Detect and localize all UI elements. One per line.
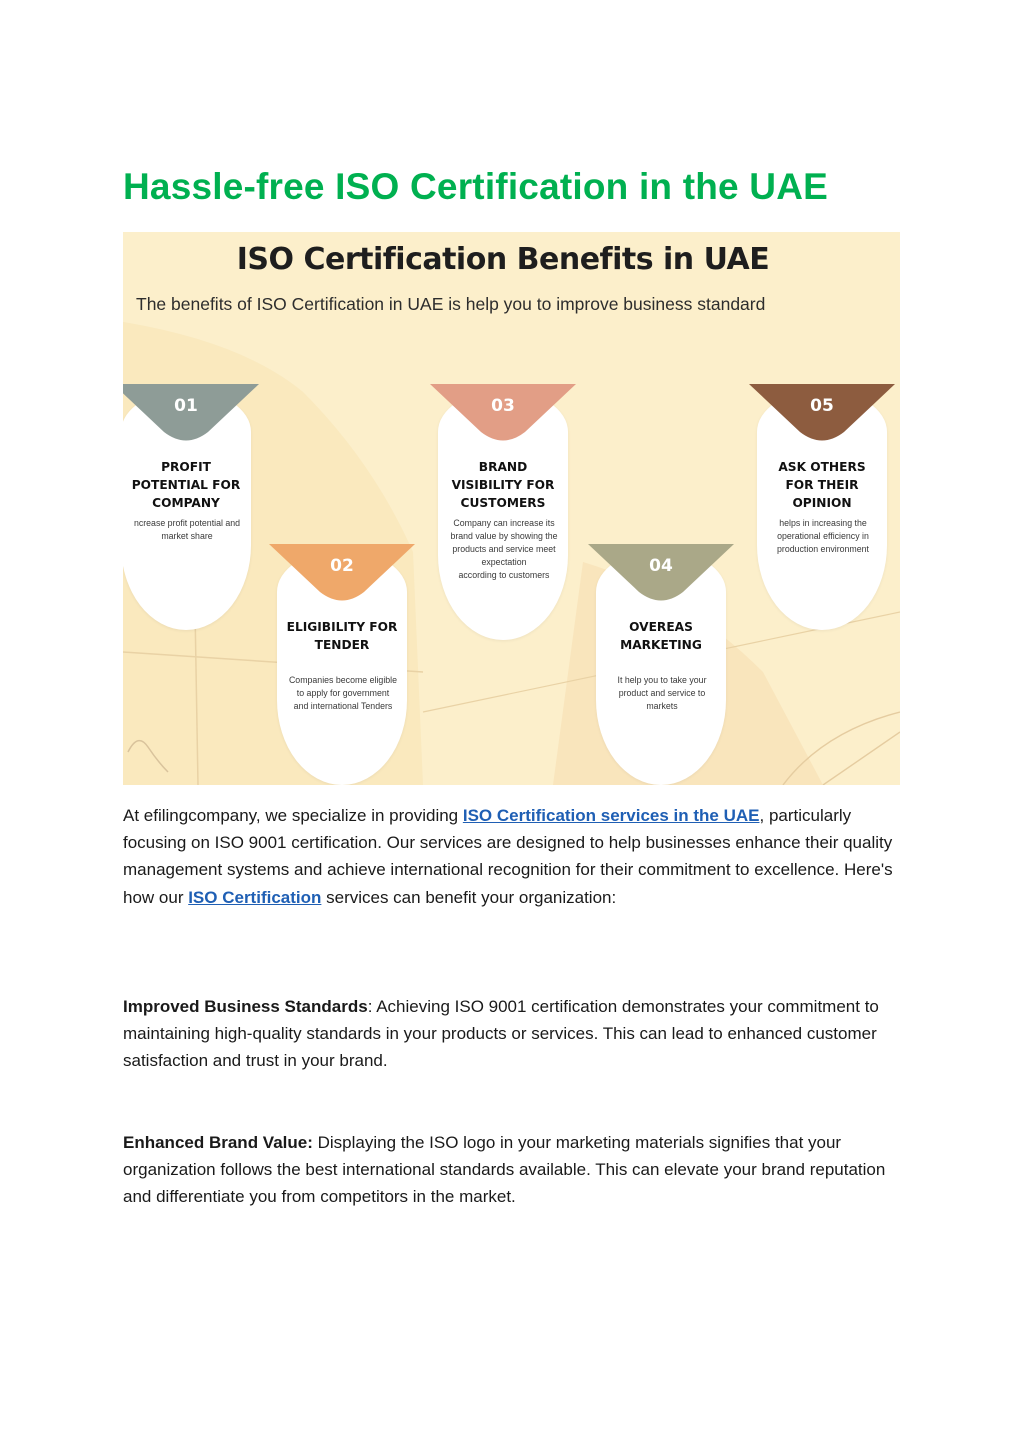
benefit-description: ncrease profit potential and market share	[133, 518, 241, 541]
benefit-card-05	[757, 390, 887, 630]
benefit-title: ASK OTHERS FOR THEIR OPINION	[778, 460, 866, 510]
iso-services-link[interactable]: ISO Certification services in the UAE	[462, 806, 760, 825]
section-separator: :	[367, 997, 377, 1016]
benefit-description: Company can increase its brand value by showing the products and service meet expectation according to customers	[450, 518, 558, 580]
benefit-card-04	[596, 550, 726, 785]
benefit-number: 05	[810, 396, 834, 416]
benefit-card-02	[277, 550, 407, 785]
benefit-number: 04	[649, 556, 673, 576]
benefit-description: Companies become eligible to apply for government and international Tenders	[288, 675, 398, 711]
benefit-number: 03	[491, 396, 515, 416]
iso-benefits-infographic	[123, 232, 900, 785]
section-heading: Enhanced Brand Value:	[123, 1133, 313, 1152]
infographic-title: ISO Certification Benefits in UAE	[236, 242, 770, 277]
benefit-card-03	[438, 390, 568, 640]
section-text: Displaying the ISO logo in your marketing materials signifies that your organization follows the best international standards available. This can elevate your brand reputation and differentiate you from competitors in the market.	[123, 1133, 886, 1207]
section-enhanced-brand-value	[123, 1129, 898, 1211]
benefit-number: 01	[174, 396, 198, 416]
benefit-title: OVEREAS MARKETING	[620, 620, 702, 652]
benefit-title: PROFIT POTENTIAL FOR COMPANY	[131, 460, 241, 510]
intro-text-1: At efilingcompany, we specialize in providing	[123, 806, 463, 825]
benefit-title: ELIGIBILITY FOR TENDER	[286, 620, 398, 652]
iso-certification-link[interactable]: ISO Certification	[188, 887, 322, 907]
infographic-subtitle: The benefits of ISO Certification in UAE is help you to improve business standard	[136, 294, 766, 314]
benefit-card-01	[123, 390, 251, 630]
page-title: Hassle-free ISO Certification in the UAE	[123, 166, 829, 207]
intro-paragraph	[123, 802, 898, 911]
section-improved-business-standards	[123, 993, 898, 1075]
section-text: Achieving ISO 9001 certification demonstrates your commitment to maintaining high-quality standards in your products or services. This can lead to enhanced customer satisfaction and trust in your brand.	[123, 997, 879, 1071]
intro-text-3: services can benefit your organization:	[321, 887, 617, 907]
benefit-description: helps in increasing the operational efficiency in production environment	[777, 518, 869, 554]
intro-text-2: , particularly focusing on ISO 9001 certification. Our services are designed to help businesses enhance their quality management systems and achieve international recognition for their commitment to excellence. Here's how our	[123, 806, 893, 907]
benefit-description: It help you to take your product and service to markets	[617, 675, 707, 711]
benefit-title: BRAND VISIBILITY FOR CUSTOMERS	[451, 460, 555, 510]
benefit-number: 02	[330, 556, 354, 576]
section-heading: Improved Business Standards	[123, 997, 368, 1016]
